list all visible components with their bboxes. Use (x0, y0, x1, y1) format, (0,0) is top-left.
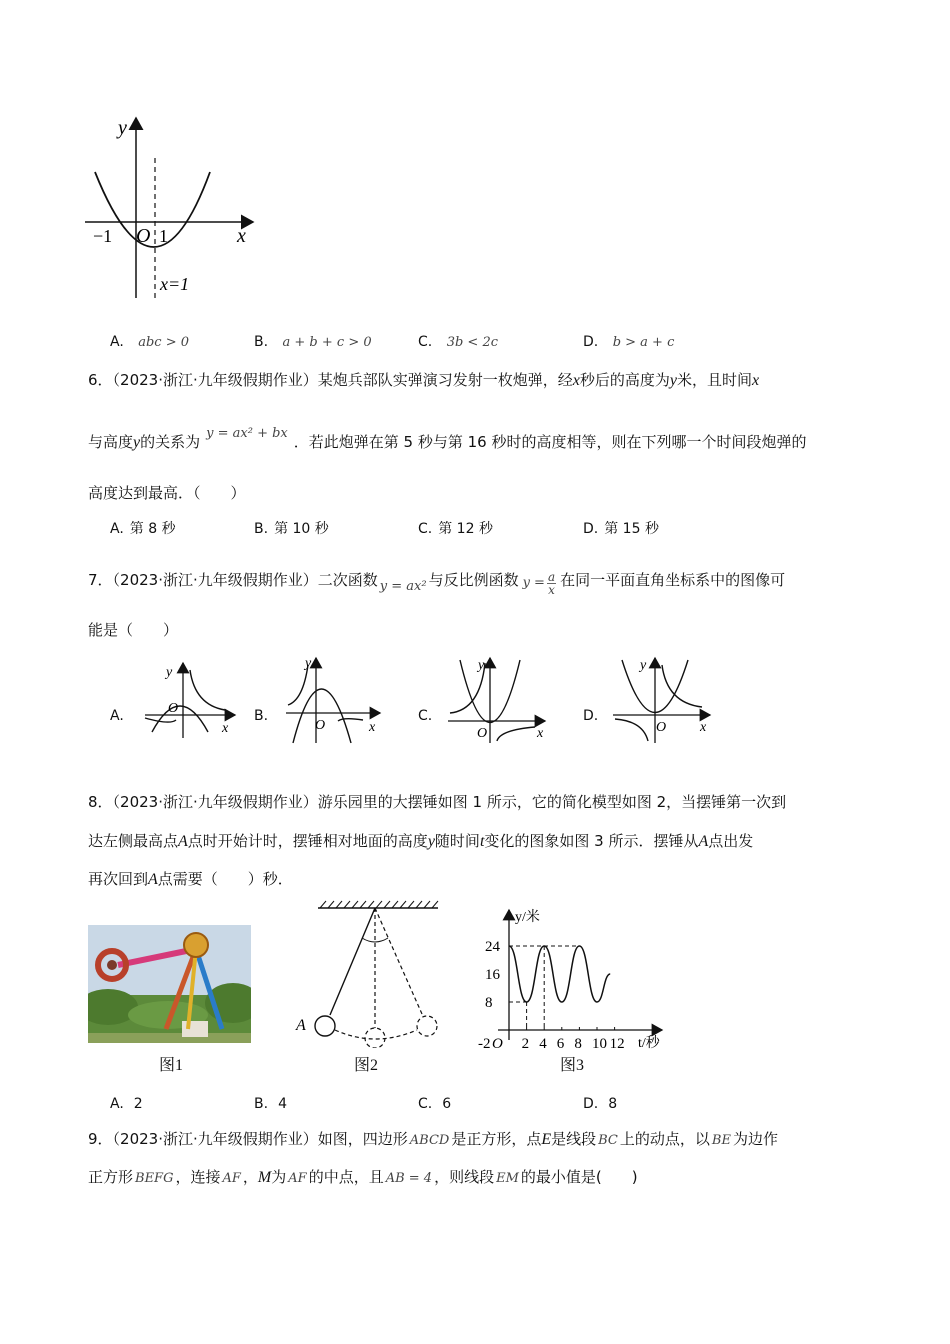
x-tick-label: 2 (521, 1036, 530, 1052)
y-label: y (118, 117, 127, 139)
text: 为 (271, 1168, 287, 1186)
option-text: 8 (608, 1096, 618, 1112)
var: y (669, 372, 677, 389)
q7-graph-b[interactable] (283, 655, 383, 745)
x-tick-label: 10 (592, 1036, 607, 1052)
x-tick-label: 8 (574, 1036, 582, 1052)
option-text: 第 12 秒 (438, 521, 493, 537)
option-letter: D. (583, 1096, 599, 1112)
text: 为边作 (732, 1130, 778, 1148)
q8-option-b[interactable] (254, 1094, 287, 1114)
option-text: 6 (442, 1096, 452, 1112)
text: 点需要（ ）秒． (157, 870, 293, 888)
text: 上的动点，以 (619, 1130, 710, 1148)
x-tick-label: 12 (609, 1036, 625, 1052)
q7-graph-a[interactable] (140, 660, 240, 740)
ceiling-hatch (320, 901, 438, 908)
fig1-caption: 图1 (159, 1057, 184, 1074)
text: 9．（2023·浙江·九年级假期作业）如图，四边形 (88, 1130, 408, 1148)
y-label: y (166, 665, 173, 680)
right-rod (375, 908, 422, 1014)
fig2-caption: 图2 (354, 1057, 379, 1074)
text: ，连接 (175, 1168, 221, 1186)
text: 的中点，且 (308, 1168, 384, 1186)
formula-lhs: y = (522, 575, 545, 591)
origin-label: O (315, 718, 326, 733)
formula: AF (222, 1171, 241, 1186)
y-label: y (478, 658, 485, 673)
x-axis-label: t/秒 (638, 1036, 660, 1051)
tick-1: 1 (159, 226, 168, 246)
var: t (479, 833, 485, 850)
x-label: x (237, 225, 246, 247)
var: A (148, 871, 158, 888)
var: y (133, 434, 141, 451)
option-text: 4 (278, 1096, 287, 1112)
q5-option-d[interactable] (583, 332, 674, 353)
q6-option-c[interactable] (418, 519, 493, 539)
x-label: x (537, 726, 544, 741)
hyperbola-branch (288, 665, 308, 705)
y-tick-labels (485, 939, 501, 1011)
option-expr: b > a + c (612, 335, 675, 350)
q7-graph-c[interactable] (445, 655, 550, 745)
x-tick-label: 6 (556, 1036, 565, 1052)
q8-option-c[interactable] (418, 1094, 451, 1114)
q8-option-a[interactable] (110, 1094, 143, 1114)
option-expr: 3b < 2c (446, 335, 498, 350)
option-letter: C. (418, 334, 433, 350)
origin-label: O (492, 1036, 503, 1052)
text: 是线段 (551, 1130, 597, 1148)
formula: y = ax² (379, 579, 427, 594)
text: ．若此炮弹在第 5 秒与第 16 秒时的高度相等，则在下列哪一个时间段炮弹的 (293, 433, 807, 451)
var: E (541, 1131, 552, 1148)
point-a-label: A (296, 1017, 306, 1034)
text: 6．（2023·浙江·九年级假期作业）某炮兵部队实弹演习发射一枚炮弹，经 (88, 371, 573, 389)
text: 点出发 (708, 832, 754, 850)
option-text: 2 (133, 1096, 143, 1112)
var: x (572, 372, 580, 389)
parabola (293, 689, 351, 743)
option-text: 第 8 秒 (129, 521, 176, 537)
option-letter: B. (254, 334, 269, 350)
var: M (257, 1169, 272, 1186)
parabola-curve (95, 172, 210, 247)
text: 在同一平面直角坐标系中的图像可 (560, 571, 786, 589)
bob-right (417, 1016, 437, 1036)
x-tick-label: 4 (539, 1036, 547, 1052)
var: A (178, 833, 188, 850)
q7-option-b-letter[interactable]: B. (254, 708, 269, 724)
option-letter: A. (110, 334, 124, 350)
q7-option-d-letter[interactable]: D. (583, 708, 599, 724)
fig3-height-time-chart (472, 905, 672, 1055)
x-label: x (700, 720, 707, 735)
pendulum-rod (330, 908, 375, 1015)
q7-graph-d[interactable] (610, 655, 715, 745)
formula: ABCD (409, 1133, 450, 1148)
text: 再次回到 (88, 870, 149, 888)
q6-line-2 (88, 426, 807, 454)
origin-label: O (168, 701, 179, 716)
option-text: 第 10 秒 (274, 521, 329, 537)
var: x (752, 372, 760, 389)
y-label: y (305, 656, 312, 671)
text: 与反比例函数 (428, 571, 519, 589)
text: 变化的图象如图 3 所示．摆锤从 (484, 832, 699, 850)
option-letter: C. (418, 1096, 433, 1112)
q6-option-d[interactable] (583, 519, 659, 539)
q5-option-b[interactable] (254, 332, 372, 353)
hyperbola-branch (662, 665, 702, 707)
option-letter: B. (254, 521, 269, 537)
swing-ride-illustration (88, 925, 251, 1043)
text: 米，且时间 (677, 371, 753, 389)
origin-label: O (656, 720, 667, 735)
hyperbola-branch (190, 670, 225, 710)
tick-neg1: −1 (93, 226, 113, 246)
q6-option-a[interactable] (110, 519, 176, 539)
bob-left (315, 1016, 335, 1036)
formula: y = ax² + bx (206, 426, 288, 441)
q7-option-a-letter[interactable]: A. (110, 708, 124, 724)
text: ，则线段 (434, 1168, 495, 1186)
x-label: x (222, 721, 229, 736)
fraction-formula (523, 571, 557, 596)
fig1-photo (88, 925, 251, 1043)
fig3-caption: 图3 (560, 1057, 585, 1074)
option-expr: abc > 0 (138, 335, 190, 350)
option-letter: A. (110, 521, 124, 537)
option-expr: a + b + c > 0 (282, 335, 372, 350)
q8-option-d[interactable] (583, 1094, 617, 1114)
formula: AF (288, 1171, 307, 1186)
series-line (509, 946, 610, 1002)
text: 随时间 (434, 832, 480, 850)
formula: EM (496, 1171, 519, 1186)
y-tick-label: 8 (485, 995, 493, 1011)
text: 的最小值是( ) (520, 1168, 638, 1186)
q7-line-2: 能是（ ） (88, 621, 179, 639)
y-tick-label: 16 (485, 967, 500, 983)
hyperbola-branch (497, 727, 535, 741)
text: 是正方形，点 (451, 1130, 542, 1148)
option-letter: A. (110, 1096, 124, 1112)
q5-parabola-figure (85, 110, 265, 305)
var: y (427, 833, 435, 850)
text: 正方形 (88, 1168, 134, 1186)
formula: AB = 4 (385, 1171, 433, 1186)
origin-label: O (136, 225, 151, 247)
parabola (152, 706, 208, 732)
x-tick-label: -2 (478, 1036, 491, 1052)
symmetry-label: x=1 (160, 274, 190, 294)
formula: BE (711, 1133, 731, 1148)
denominator: x (548, 583, 555, 597)
q5-option-c[interactable] (418, 332, 498, 353)
text: 秒后的高度为 (579, 371, 670, 389)
hyperbola-branch (338, 719, 363, 721)
option-letter: C. (418, 521, 433, 537)
y-label: y (640, 658, 647, 673)
y-axis-label: y/米 (515, 910, 540, 925)
q6-line-1 (88, 370, 759, 391)
q8-line-2 (88, 831, 753, 852)
q8-line-3 (88, 869, 293, 890)
q5-option-a[interactable] (110, 332, 189, 353)
text: ， (242, 1168, 258, 1186)
x-label: x (369, 720, 376, 735)
q6-line-3: 高度达到最高．（ ） (88, 484, 246, 502)
q7-option-c-letter[interactable]: C. (418, 708, 433, 724)
fig2-pendulum (290, 898, 450, 1048)
origin-label: O (477, 726, 488, 741)
formula: BC (598, 1133, 618, 1148)
bob-bottom (365, 1028, 385, 1048)
text: 点时开始计时，摆锤相对地面的高度 (187, 832, 428, 850)
q8-line-1: 8．（2023·浙江·九年级假期作业）游乐园里的大摆锤如图 1 所示，它的简化模型如图 2，当摆锤第一次到 (88, 793, 787, 811)
y-tick-label: 24 (485, 939, 500, 955)
option-letter: D. (583, 334, 599, 350)
text: 7．（2023·浙江·九年级假期作业）二次函数 (88, 571, 378, 589)
hyperbola-branch (615, 719, 648, 741)
text: 达左侧最高点 (88, 832, 179, 850)
q6-option-b[interactable] (254, 519, 329, 539)
q9-line-1 (88, 1129, 778, 1151)
q9-line-2 (88, 1167, 638, 1189)
option-letter: B. (254, 1096, 269, 1112)
option-text: 第 15 秒 (604, 521, 659, 537)
text: 的关系为 (140, 433, 201, 451)
text: 与高度 (88, 433, 134, 451)
q7-line-1 (88, 569, 786, 597)
var: A (698, 833, 709, 850)
numerator: a (547, 570, 556, 584)
option-letter: D. (583, 521, 599, 537)
formula: BEFG (135, 1171, 174, 1186)
